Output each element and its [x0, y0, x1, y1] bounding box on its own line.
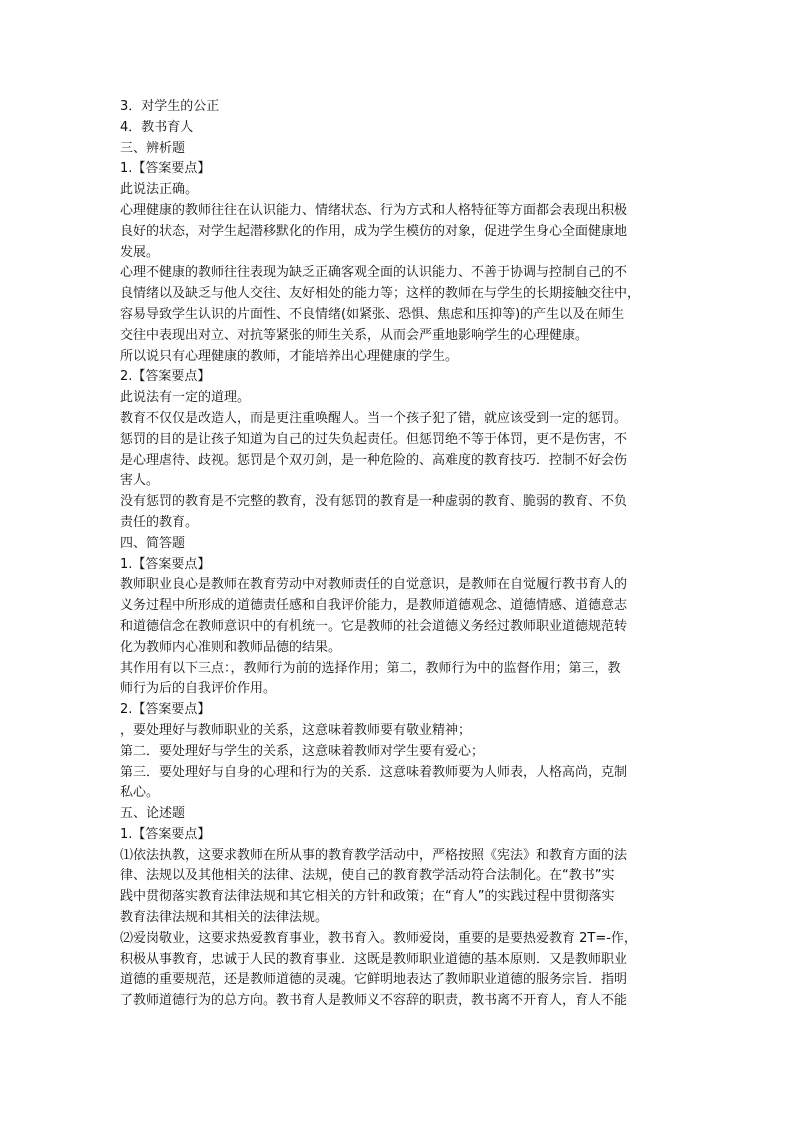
text-line: 良情绪以及缺乏与他人交往、友好相处的能力等；这样的教师在与学生的长期接触交往中，: [120, 286, 641, 302]
text-line: ⑵爱岗敬业，这要求热爱教育事业，教书育入。教师爱岗，重要的是要热爱教育 2T=-作，: [120, 930, 637, 946]
text-line: 发展。: [120, 244, 160, 260]
text-line: 责任的教育。: [120, 514, 199, 530]
text-line: 交往中表现出对立、对抗等紧张的师生关系，从而会严重地影响学生的心理健康。: [120, 327, 589, 343]
text-line: 义务过程中所形成的道德责任感和自我评价能力，是教师道德观念、道德情感、道德意志: [120, 598, 628, 614]
text-line: 第三．要处理好与自身的心理和行为的关系．这意味着教师要为人师表，人格高尚，克制: [120, 764, 628, 780]
text-line: 容易导致学生认识的片面性、不良情绪(如紧张、恐惧、焦虑和压抑等)的产生以及在师生: [120, 306, 625, 322]
section-heading: 三、辨析题: [120, 140, 186, 156]
text-line: 了教师道德行为的总方向。教书育人是教师义不容辞的职责，教书离不开育人，育人不能: [120, 993, 628, 1009]
text-line: ，要处理好与教师职业的关系，这意味着教师要有敬业精神；: [120, 722, 472, 738]
text-line: 其作用有以下三点：，教师行为前的选择作用；第二，教师行为中的监督作用；第三，教: [120, 660, 621, 676]
answer-heading: 2.【答案要点】: [120, 702, 211, 718]
text-line: 心理不健康的教师往往表现为缺乏正确客观全面的认识能力、不善于协调与控制自己的不: [120, 265, 628, 281]
answer-heading: 1.【答案要点】: [120, 826, 211, 842]
text-line: 心理健康的教师往往在认识能力、情绪状态、行为方式和人格特征等方面都会表现出积极: [120, 202, 628, 218]
text-line: 是心理虐待、歧视。惩罚是个双刃剑，是一种危险的、高难度的教育技巧．控制不好会伤: [120, 452, 628, 468]
text-line: 3．对学生的公正: [120, 99, 220, 114]
document-page: [120, 97, 680, 1012]
answer-heading: 2.【答案要点】: [120, 369, 211, 385]
text-line: 师行为后的自我评价作用。: [120, 681, 277, 697]
text-line: 害人。: [120, 473, 160, 489]
text-line: 践中贯彻落实教育法律法规和其它相关的方针和政策；在“育人”的实践过程中贯彻落实: [120, 889, 615, 905]
text-line: 和道德信念在教师意识中的有机统一。它是教师的社会道德义务经过教师职业道德规范转: [120, 618, 628, 634]
section-heading: 四、简答题: [120, 535, 186, 551]
text-line: 教师职业良心是教师在教育劳动中对教师责任的自觉意识，是教师在自觉履行教书育人的: [120, 577, 628, 593]
text-line: 没有惩罚的教育是不完整的教育，没有惩罚的教育是一种虚弱的教育、脆弱的教育、不负: [120, 494, 628, 510]
text-line: ⑴依法执教，这要求教师在所从事的教育教学活动中，严格按照《宪法》和教育方面的法: [120, 847, 628, 863]
text-line: 良好的状态，对学生起潜移默化的作用，成为学生模仿的对象，促进学生身心全面健康地: [120, 223, 628, 239]
section-heading: 五、论述题: [120, 806, 186, 822]
text-line: 此说法正确。: [120, 182, 199, 198]
text-line: 律、法规以及其他相关的法律、法规，使自己的教育教学活动符合法制化。在“教书”实: [120, 868, 615, 884]
text-line: 道德的重要规范，还是教师道德的灵魂。它鲜明地表达了教师职业道德的服务宗旨．指明: [120, 972, 628, 988]
text-line: 教育法律法规和其相关的法律法规。: [120, 910, 329, 926]
answer-heading: 1.【答案要点】: [120, 556, 211, 572]
text-line: 私心。: [120, 785, 160, 801]
text-line: 第二．要处理好与学生的关系，这意味着教师对学生要有爱心；: [120, 743, 485, 759]
text-line: 化为教师内心准则和教师品德的结果。: [120, 639, 342, 655]
text-line: 惩罚的目的是让孩子知道为自己的过失负起责任。但惩罚绝不等于体罚，更不是伤害，不: [120, 431, 628, 447]
text-line: 此说法有一定的道理。: [120, 390, 251, 406]
text-line: 4．教书育人: [120, 119, 194, 135]
text-line: 积极从事教育，忠诚于人民的教育事业．这既是教师职业道德的基本原则．又是教师职业: [120, 951, 628, 967]
answer-heading: 1.【答案要点】: [120, 161, 211, 177]
text-line: 教育不仅仅是改造人，而是更注重唤醒人。当一个孩子犯了错，就应该受到一定的惩罚。: [120, 410, 628, 426]
text-line: 所以说只有心理健康的教师，才能培养出心理健康的学生。: [120, 348, 459, 364]
